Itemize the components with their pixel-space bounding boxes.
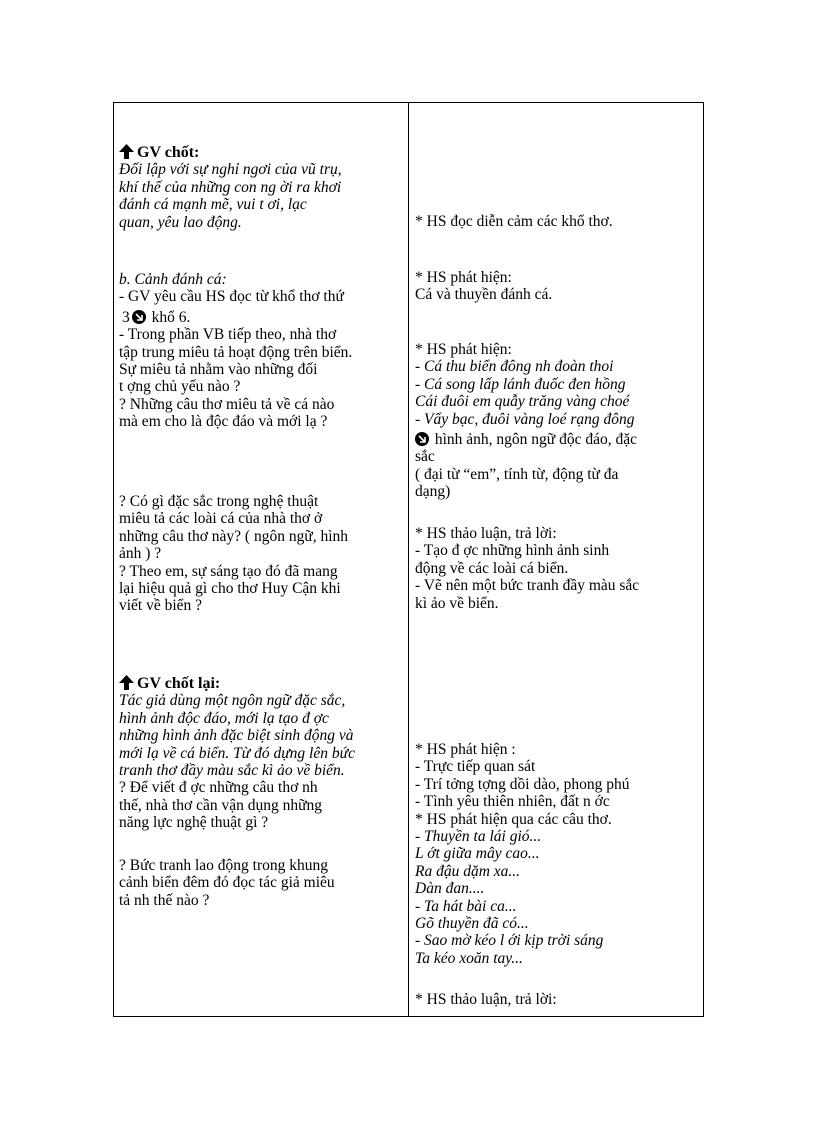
text-line: - GV yêu cầu HS đọc từ khổ thơ thứ — [119, 288, 344, 306]
text-line: Sự miêu tả nhằm vào những đối — [119, 361, 318, 379]
verse-line: - Thuyền ta lái gió... — [415, 828, 542, 846]
text-line: Đối lập với sự nghỉ ngơi của vũ trụ, — [119, 161, 342, 179]
text-line: thế, nhà thơ cần vận dụng những — [119, 796, 322, 814]
text-line: mà em cho là độc đáo và mới lạ ? — [119, 413, 328, 431]
text-line: những câu thơ này? ( ngôn ngữ, hình — [119, 527, 349, 545]
verse-line: Gõ thuyền đã có... — [415, 915, 529, 933]
text-line: ? Những câu thơ miêu tả về cá nào — [119, 395, 335, 413]
text-line: - Trực tiếp quan sát — [415, 758, 536, 776]
text-line: miêu tả các loài cá của nhà thơ ở — [119, 510, 323, 528]
text-line: ( đại từ “em”, tính từ, động từ đa — [415, 465, 619, 483]
text-line: Tác giả dùng một ngôn ngữ đặc sắc, — [119, 692, 346, 710]
text-line: - Trong phần VB tiếp theo, nhà thơ — [119, 326, 337, 344]
discuss-1 — [415, 525, 697, 612]
lesson-table — [113, 102, 704, 1017]
text-line: ? Theo em, sự sáng tạo đó đã mang — [119, 562, 338, 580]
arrow-up-icon — [119, 144, 134, 159]
text-line: * HS thảo luận, trả lời: — [415, 525, 557, 542]
text-line: t ợng chủ yếu nào ? — [119, 378, 241, 396]
gv-conclusion-2 — [119, 675, 402, 832]
text-line: động về các loài cá biển. — [415, 559, 569, 577]
text-line: ? Để viết đ ợc những câu thơ nh — [119, 779, 318, 797]
text-line: tranh thơ đầy màu sắc kì ảo về biển. — [119, 762, 345, 780]
verse-line: Ra đậu dặm xa... — [415, 862, 521, 880]
text-line: năng lực nghệ thuật gì ? — [119, 814, 269, 832]
verse-line: - Ta hát bài ca... — [415, 897, 517, 915]
text-line: mới lạ về cá biển. Từ đó dựng lên bức — [119, 744, 355, 762]
text-line: * HS phát hiện: — [415, 269, 512, 286]
discuss-2 — [415, 991, 697, 1008]
verse-line: Ta kéo xoăn tay... — [415, 949, 523, 967]
verse-line: L ớt giữa mây cao... — [415, 845, 540, 863]
verse-line: - Cá song lấp lánh đuốc đen hồng — [415, 375, 626, 393]
text-line: đánh cá mạnh mẽ, vui t ơi, lạc — [119, 196, 307, 214]
text-line: * HS phát hiện qua các câu thơ. — [415, 810, 612, 828]
text-line: sắc — [415, 448, 435, 466]
text-line: ? Bức tranh lao động trong khung — [119, 857, 329, 874]
section-title: b. Cảnh đánh cá: — [119, 271, 227, 288]
text-line: kì ảo về biển. — [415, 594, 499, 612]
read-aloud — [415, 213, 697, 230]
text-line: ? Có gì đặc sắc trong nghệ thuật — [119, 493, 319, 510]
discover-2 — [415, 341, 697, 501]
text-line: ảnh ) ? — [119, 545, 162, 563]
student-column — [409, 103, 703, 1016]
text-line: dạng) — [415, 483, 451, 501]
text-line: tả nh thế nào ? — [119, 891, 210, 909]
text-line: cảnh biển đêm đó đọc tác giả miêu — [119, 874, 335, 892]
text-line: hình ảnh độc đáo, mới lạ tạo đ ợc — [119, 709, 329, 727]
verse-line: - Vẩy bạc, đuôi vàng loé rạng đông — [415, 410, 635, 428]
text-line: khí thế của những con ng ời ra khơi — [119, 178, 342, 196]
gv-conclusion-heading: GV chốt: — [119, 144, 402, 161]
question-painting — [119, 857, 402, 909]
text-line: 3 khổ 6. — [122, 308, 191, 326]
teacher-column — [114, 103, 408, 1016]
text-line: quan, yêu lao động. — [119, 213, 242, 231]
text-line: - Vẽ nên một bức tranh đầy màu sắc — [415, 577, 640, 595]
gv-conclusion-heading: GV chốt lại: — [119, 675, 402, 692]
verse-line: - Cá thu biển đông nh đoàn thoi — [415, 358, 614, 376]
text-line: Cá và thuyền đánh cá. — [415, 286, 553, 304]
text-line: lại hiệu quả gì cho thơ Huy Cận khi — [119, 580, 341, 598]
gv-conclusion-1 — [119, 144, 402, 231]
section-b — [119, 271, 402, 431]
arrow-up-icon — [119, 675, 134, 690]
text-line: hình ảnh, ngôn ngữ độc đáo, đặc — [415, 431, 697, 448]
verse-line: Dàn đan.... — [415, 880, 485, 898]
verse-line: Cái đuôi em quẫy trăng vàng choé — [415, 393, 630, 411]
text-line: - Trí tởng tợng dồi dào, phong phú — [415, 775, 630, 793]
text-line: những hình ảnh đặc biệt sinh động và — [119, 727, 354, 745]
arrow-circle-icon — [415, 432, 429, 446]
text-line: - Tình yêu thiên nhiên, đất n ớc — [415, 793, 610, 811]
verse-line: - Sao mờ kéo l ới kịp trời sáng — [415, 932, 604, 950]
text-line: tập trung miêu tả hoạt động trên biển. — [119, 343, 353, 361]
text-line: - Tạo đ ợc những hình ảnh sinh — [415, 542, 610, 560]
discover-1 — [415, 269, 697, 304]
text-line: * HS đọc diễn cảm các khổ thơ. — [415, 213, 613, 230]
discover-3 — [415, 741, 697, 967]
text-line: * HS phát hiện : — [415, 741, 516, 758]
text-line: * HS thảo luận, trả lời: — [415, 991, 557, 1008]
text-line: viết về biển ? — [119, 597, 203, 615]
text-line: * HS phát hiện: — [415, 341, 512, 358]
arrow-circle-icon — [132, 310, 146, 324]
question-art — [119, 493, 402, 615]
